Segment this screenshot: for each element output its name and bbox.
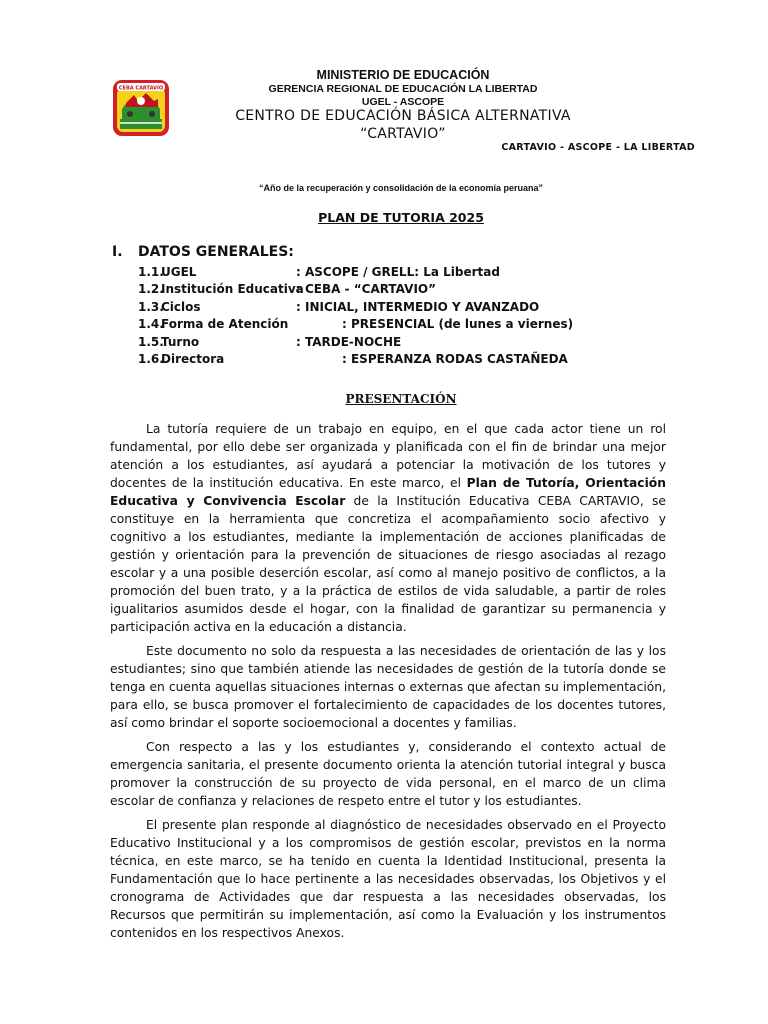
regional-heading: GERENCIA REGIONAL DE EDUCACIÓN LA LIBERTAD [268, 83, 538, 95]
section-number: I. [112, 244, 123, 260]
year-motto: “Año de la recuperación y consolidación de la economía peruana” [258, 183, 544, 193]
row-label: Forma de Atención [161, 317, 289, 331]
paragraph-1-part-b: de la Institución Educativa CEBA CARTAVIO, se constituye en la herramienta que concretiza el acompañamiento socio afectivo y cognitivo a los estudiantes, mediante la implementación de acciones planificadas de gestión y orientación para la prevención de situaciones de riesgo asociadas al rezago escolar y a una posible deserción escolar, así como al manejo positivo de conflictos, a la promoción del buen trato, y a la práctica de estilos de vida saludable, a partir de roles igualitarios asumidos desde el hogar, con la finalidad de garantizar su permanencia y participación activa en la educación a distancia. [110, 494, 666, 634]
center-name-line1: CENTRO DE EDUCACIÓN BÁSICA ALTERNATIVA [235, 108, 571, 124]
row-value: : CEBA - “CARTAVIO” [296, 282, 436, 296]
row-value: : INICIAL, INTERMEDIO Y AVANZADO [296, 300, 540, 314]
row-label: Directora [161, 352, 225, 366]
section-title: DATOS GENERALES: [138, 244, 294, 260]
presentation-title: PRESENTACIÓN [345, 392, 457, 406]
row-value: : PRESENCIAL (de lunes a viernes) [342, 317, 574, 331]
row-number: 1.2. [138, 282, 164, 296]
row-number: 1.1. [138, 265, 164, 279]
row-label: Ciclos [161, 300, 201, 314]
presentation-body [110, 420, 666, 948]
ministry-heading: MINISTERIO DE EDUCACIÓN [316, 68, 490, 82]
row-number: 1.5. [138, 335, 164, 349]
row-label: UGEL [161, 265, 197, 279]
row-number: 1.6. [138, 352, 164, 366]
row-value: : ASCOPE / GRELL: La Libertad [296, 265, 500, 279]
paragraph-2: Este documento no solo da respuesta a las necesidades de orientación de las y los estudiantes; sino que también atiende las necesidades de gestión de la tutoría donde se tenga en cuenta aquellas situaciones internas o externas que afectan su implementación, para ello, se busca promover el fortalecimiento de capacidades de los docentes tutores, así como brindar el soporte socioemocional a docentes y familias. [110, 644, 666, 730]
plan-name-bold: Plan de Tutoría, Orientación Educativa y Convivencia Escolar [110, 476, 666, 508]
logo-text: CEBA CARTAVIO [118, 85, 164, 92]
center-name-line2: “CARTAVIO” [360, 126, 446, 142]
row-number: 1.4. [138, 317, 164, 331]
paragraph-1-part-a: La tutoría requiere de un trabajo en equipo, en el que cada actor tiene un rol fundamental, por ello debe ser organizada y planificada con el fin de brindar una mejor atención a los estudiantes, así ayudará a potenciar la motivación de los tutores y docentes de la institución educativa. En este marco, el [110, 422, 666, 490]
row-label: Institución Educativa [161, 282, 304, 296]
location-line: CARTAVIO - ASCOPE - LA LIBERTAD [501, 142, 695, 153]
row-value: : ESPERANZA RODAS CASTAÑEDA [342, 352, 568, 366]
plan-title: PLAN DE TUTORIA 2025 [318, 210, 484, 225]
paragraph-3: Con respecto a las y los estudiantes y, considerando el contexto actual de emergencia sanitaria, el presente documento orienta la atención tutorial integral y busca promover la construcción de su proyecto de vida personal, en el marco de un clima escolar de confianza y relaciones de respeto entre el tutor y los estudiantes. [110, 740, 666, 808]
row-value: : TARDE-NOCHE [296, 335, 402, 349]
ugel-heading: UGEL - ASCOPE [361, 96, 445, 108]
paragraph-4: El presente plan responde al diagnóstico de necesidades observado en el Proyecto Educativo Institucional y a los compromisos de gestión escolar, previstos en la norma técnica, en este marco, se ha tenido en cuenta la Identidad Institucional, presenta la Fundamentación que lo hace pertinente a las necesidades observadas, los Objetivos y el cronograma de Actividades que dar respuesta a las necesidades observadas, los Recursos que permitirán su implementación, así como la Evaluación y los instrumentos contenidos en los respectivos Anexos. [110, 818, 666, 940]
row-label: Turno [161, 335, 200, 349]
paragraph-1 [110, 420, 666, 636]
row-number: 1.3. [138, 300, 164, 314]
